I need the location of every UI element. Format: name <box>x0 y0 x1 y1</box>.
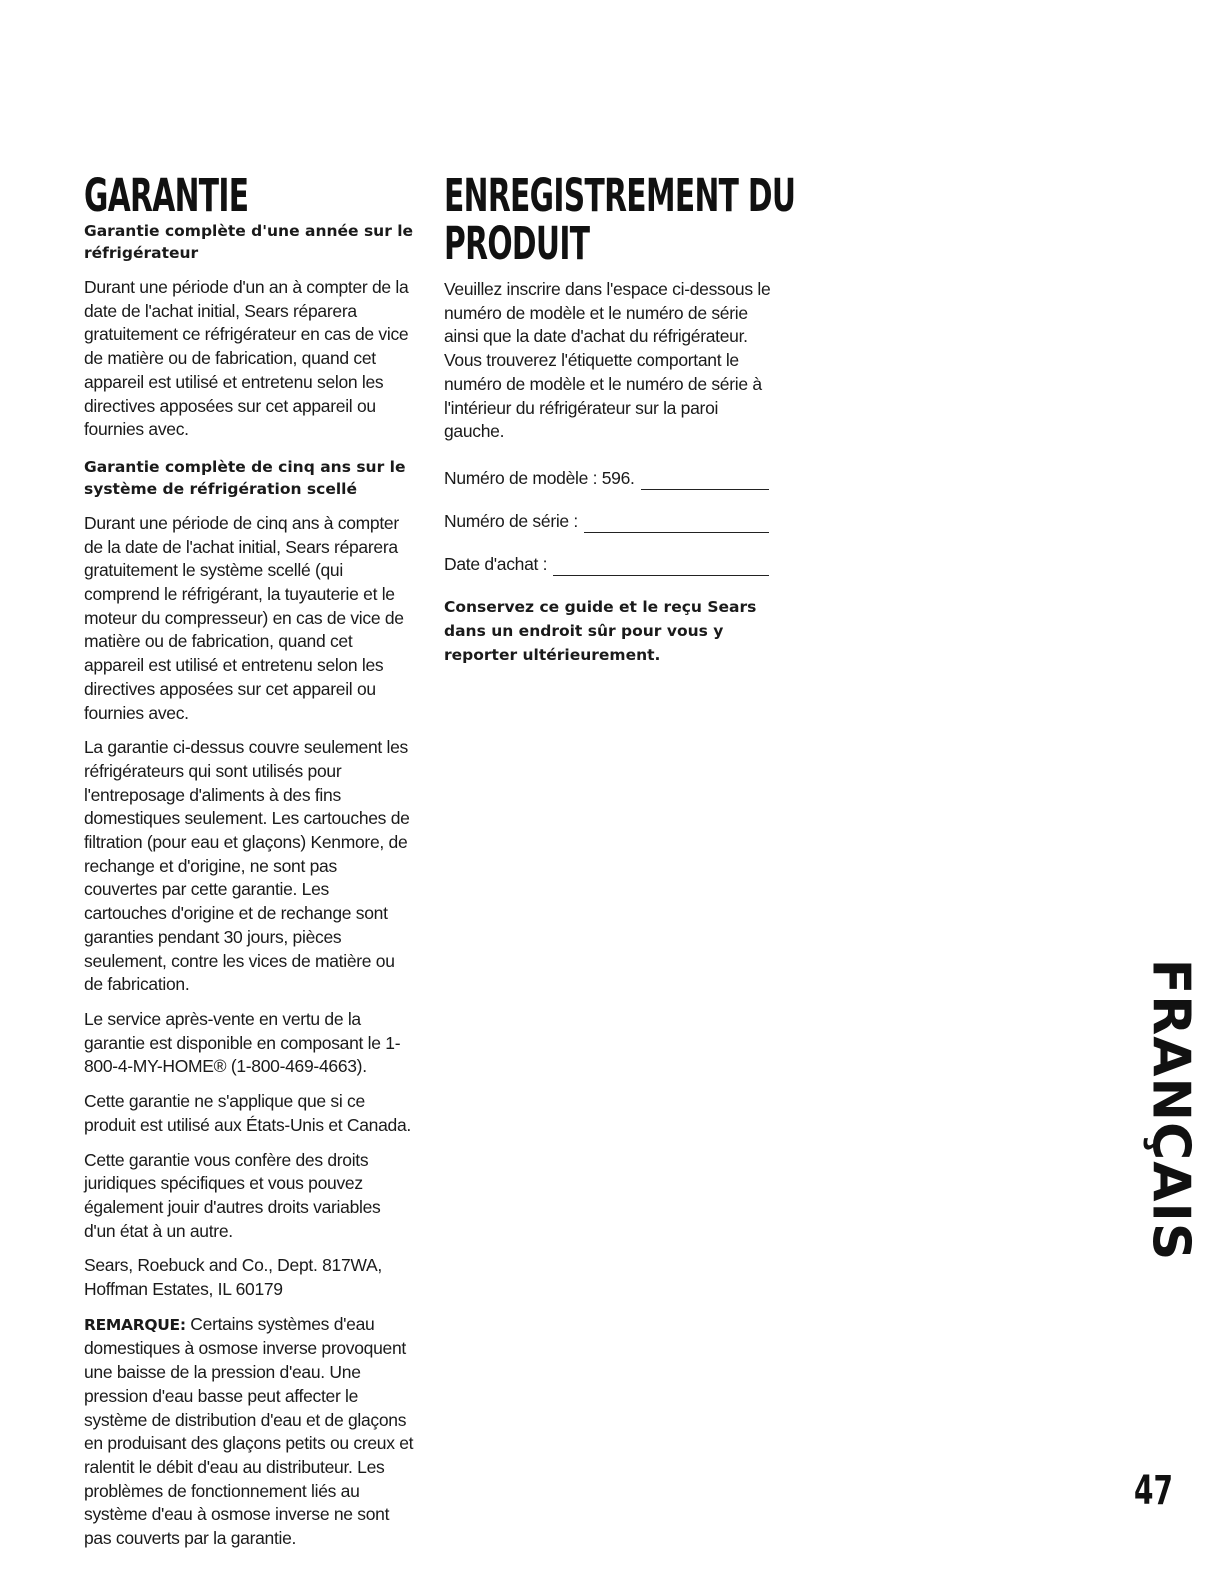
model-number-label: Numéro de modèle : 596. <box>444 467 635 488</box>
warranty-subhead-one-year: Garantie complète d'une année sur le réfrigérateur <box>84 222 414 262</box>
registration-title-line-2: PRODUIT <box>444 217 590 270</box>
model-number-line[interactable] <box>641 471 769 490</box>
registration-title-line-1: ENREGISTREMENT DU <box>444 169 796 222</box>
warranty-title: GARANTIE <box>84 169 249 222</box>
purchase-date-label: Date d'achat : <box>444 553 548 574</box>
registration-title <box>444 169 796 270</box>
warranty-paragraph: Cette garantie ne s'applique que si ce produit est utilisé aux États-Unis et Canada. <box>84 1091 411 1135</box>
warranty-paragraph: Cette garantie vous confère des droits juridiques spécifiques et vous pouvez également jouir d'autres droits variables d'un état à un autre. <box>84 1149 381 1241</box>
remark-label: REMARQUE: <box>84 1315 186 1334</box>
warranty-address: Sears, Roebuck and Co., Dept. 817WA, Hoffman Estates, IL 60179 <box>84 1255 382 1300</box>
language-label: FRANÇAIS <box>1140 958 1200 1262</box>
purchase-date-line[interactable] <box>553 557 769 576</box>
serial-number-field[interactable] <box>444 509 769 533</box>
purchase-date-field[interactable] <box>444 552 769 576</box>
warranty-remark <box>84 1313 414 1551</box>
registration-column <box>444 169 796 667</box>
remark-text: Certains systèmes d'eau domestiques à osmose inverse provoquent une baisse de la pression d'eau. Une pression d'eau basse peut affecter le système de distribution d'eau et de glaçons en produisant des glaçons petits ou creux et ralentit le débit d'eau au distributeur. Les problèmes de fonctionnement liés au système d'eau à osmose inverse ne sont pas couverts par la garantie. <box>84 1313 414 1549</box>
registration-intro: Veuillez inscrire dans l'espace ci-dessous le numéro de modèle et le numéro de série ainsi que la date d'achat du réfrigérateur. Vous trouverez l'étiquette comportant le numéro de modèle et le numéro de série à l'intérieur du réfrigérateur sur la paroi gauche. <box>444 279 771 442</box>
warranty-paragraph: Durant une période de cinq ans à compter de la date de l'achat initial, Sears réparera gratuitement le système scellé (qui comprend le réfrigérant, la tuyauterie et le moteur du compresseur) en cas de vice de matière ou de fabrication, quand cet appareil est utilisé et entretenu selon les directives apposées sur cet appareil ou fournies avec. <box>84 512 404 723</box>
keep-guide-note: Conservez ce guide et le reçu Sears dans un endroit sûr pour vous y reporter ultérieurement. <box>444 597 757 664</box>
page-number: 47 <box>1134 1468 1173 1514</box>
warranty-column <box>84 169 414 1562</box>
warranty-paragraph: Le service après-vente en vertu de la garantie est disponible en composant le 1-800-4-MY-HOME® (1-800-469-4663). <box>84 1008 401 1077</box>
serial-number-label: Numéro de série : <box>444 510 578 531</box>
warranty-paragraph: La garantie ci-dessus couvre seulement les réfrigérateurs qui sont utilisés pour l'entreposage d'aliments à des fins domestiques seulement. Les cartouches de filtration (pour eau et glaçons) Kenmore, de rechange et d'origine, ne sont pas couvertes par cette garantie. Les cartouches d'origine et de rechange sont garanties pendant 30 jours, pièces seulement, contre les vices de matière ou de fabrication. <box>84 737 410 995</box>
warranty-subhead-five-year: Garantie complète de cinq ans sur le système de réfrigération scellé <box>84 457 406 498</box>
language-side-tab <box>1140 958 1200 1262</box>
model-number-field[interactable] <box>444 466 769 490</box>
warranty-paragraph: Durant une période d'un an à compter de la date de l'achat initial, Sears réparera gratuitement ce réfrigérateur en cas de vice de matière ou de fabrication, quand cet appareil est utilisé et entretenu selon les directives apposées sur cet appareil ou fournies avec. <box>84 277 409 440</box>
serial-number-line[interactable] <box>584 514 769 533</box>
